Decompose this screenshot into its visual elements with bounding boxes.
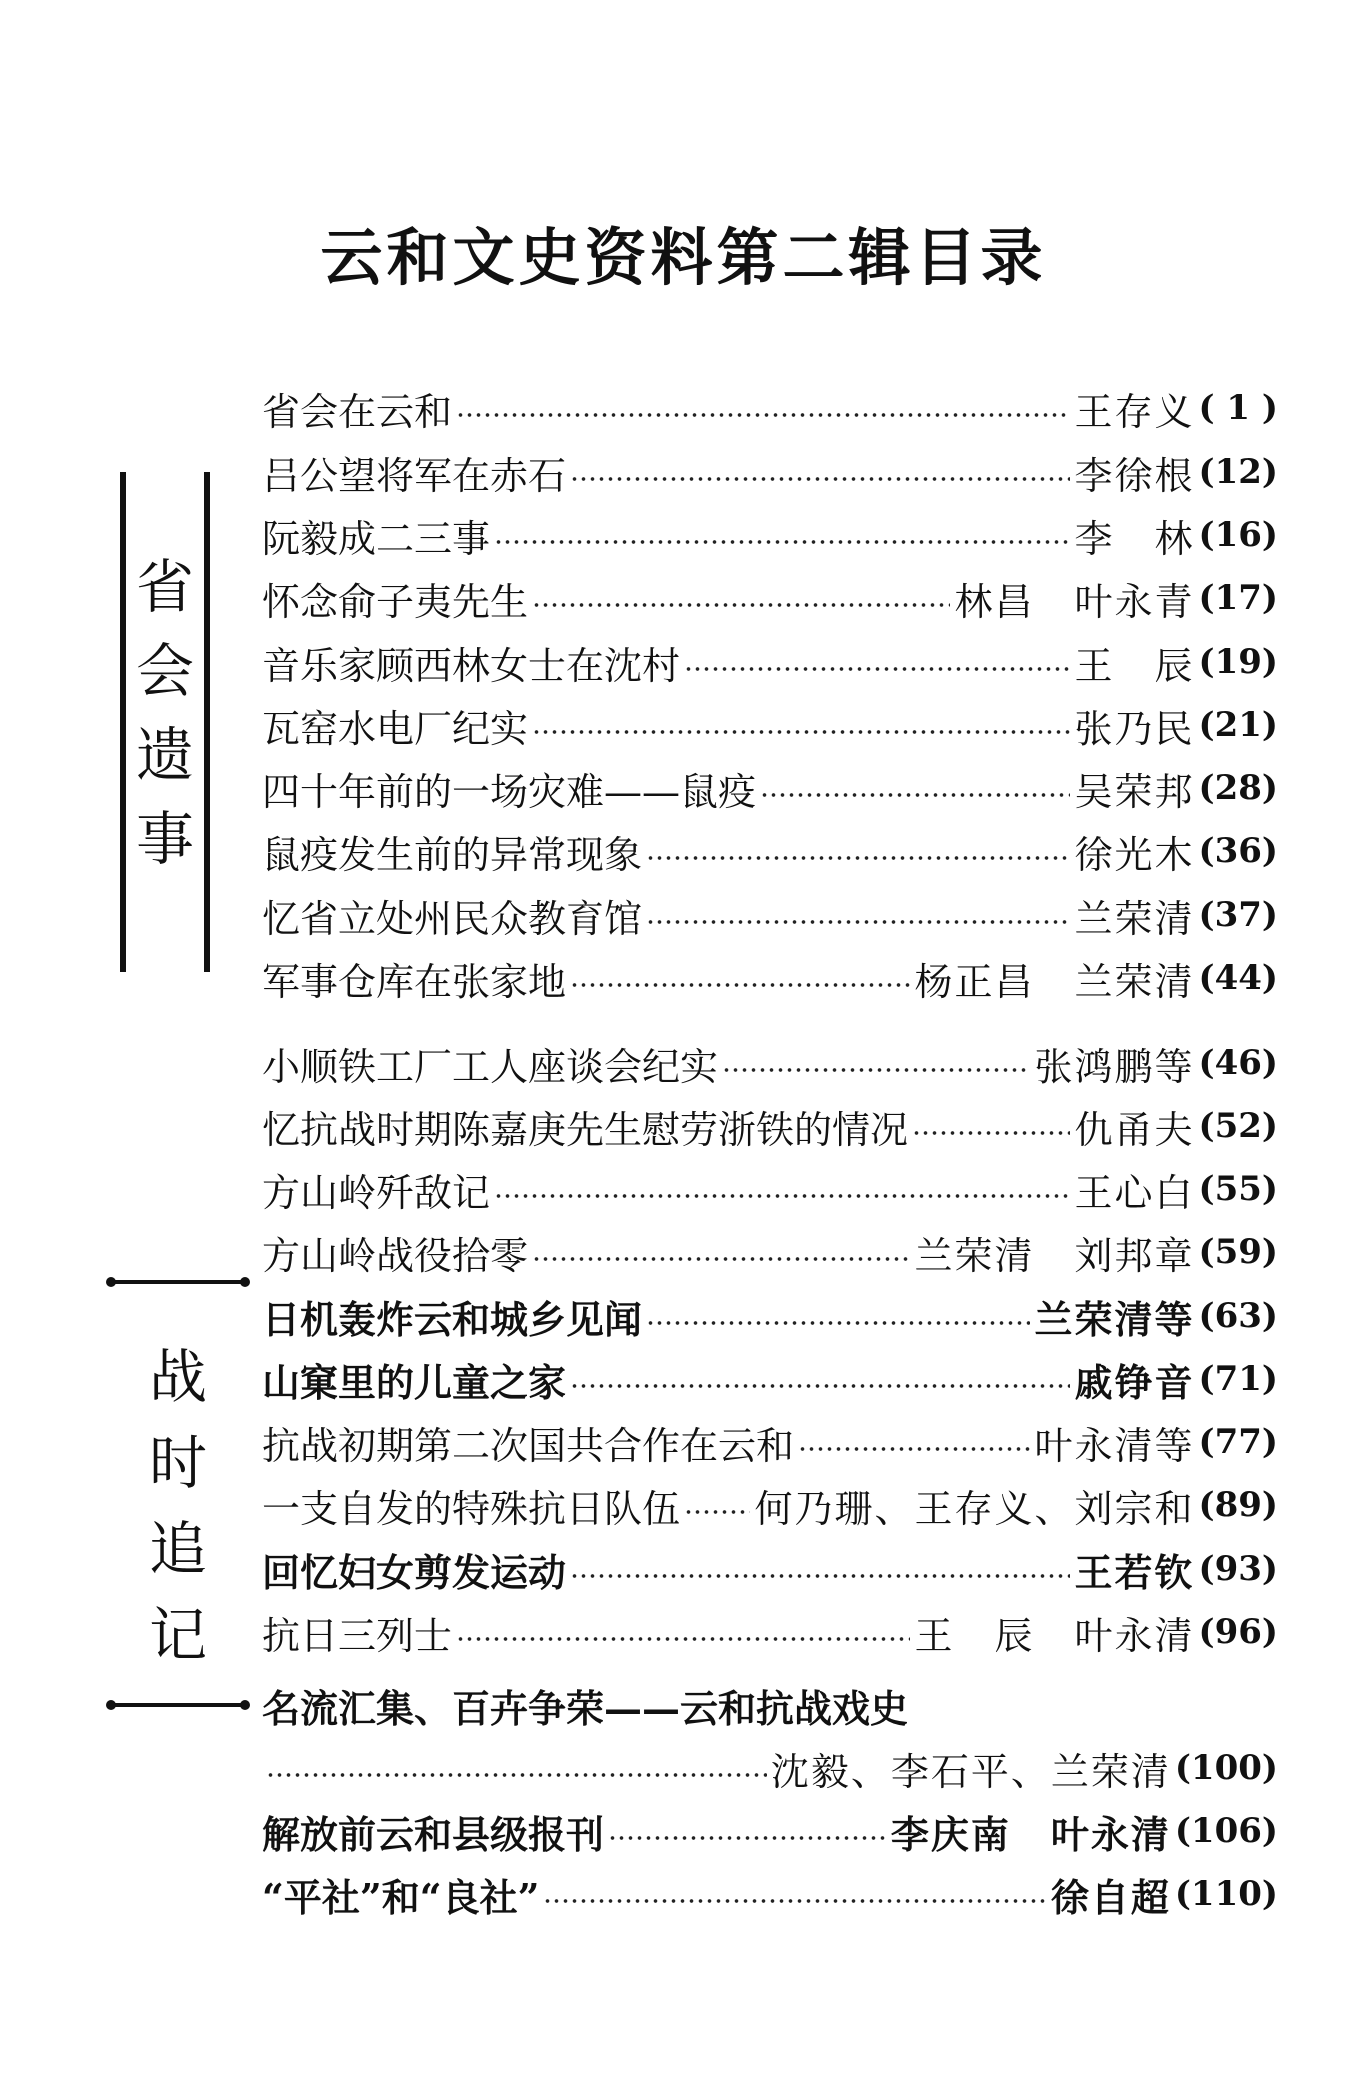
entry-page: (63) [1198,1296,1278,1336]
entry-title: 方山岭歼敌记 [262,1170,491,1215]
dot-leader [532,603,950,607]
entry-author: 李徐根 [1074,453,1195,498]
entry-page: (16) [1198,515,1278,555]
toc-entry[interactable] [262,695,1278,755]
entry-author: 杨正昌 兰荣清 [914,959,1195,1004]
entry-page: (37) [1198,895,1278,935]
toc-entry[interactable] [262,632,1278,692]
entry-page: (93) [1198,1549,1278,1589]
entry-title: 军事仓库在张家地 [262,959,567,1004]
section-char: 时 [148,1429,207,1497]
section-label-wartime [148,1334,208,1678]
dot-leader [684,667,1070,671]
dot-leader [494,1194,1070,1198]
entry-author: 戚铮音 [1074,1359,1195,1405]
dot-leader [760,793,1070,797]
section-char: 记 [148,1601,207,1669]
entry-author: 张鸿鹏等 [1034,1044,1195,1089]
entry-title: 怀念俞子夷先生 [262,579,529,624]
entry-page: (59) [1198,1232,1278,1272]
entry-title: 瓦窑水电厂纪实 [262,706,529,751]
entry-author: 兰荣清等 [1034,1296,1195,1342]
entry-author: 徐光木 [1074,832,1195,877]
dot-leader [646,856,1070,860]
toc-entry[interactable] [262,1349,1278,1409]
toc-entry[interactable] [262,758,1278,818]
entry-title: 小顺铁工厂工人座谈会纪实 [262,1044,719,1089]
entry-page: (77) [1198,1422,1278,1462]
dot-leader [570,1384,1070,1388]
section-char: 事 [135,805,194,873]
page-title: 云和文史资料第二辑目录 [320,221,1047,294]
section-char: 遗 [135,721,194,789]
entry-title: 省会在云和 [262,389,453,434]
entry-title: 鼠疫发生前的异常现象 [262,832,643,877]
entry-title: 山窠里的儿童之家 [262,1359,567,1405]
section-label-provincial [135,545,195,881]
entry-author: 何乃珊、王存义、刘宗和 [754,1486,1195,1531]
toc-entry[interactable] [262,568,1278,628]
entry-title: 解放前云和县级报刊 [262,1811,605,1857]
dot-leader [570,983,910,987]
dot-leader [532,1257,910,1261]
entry-author: 仇甬夫 [1074,1107,1195,1152]
section-char: 省 [135,553,194,621]
entry-author: 李 林 [1074,516,1195,561]
section-divider-top [108,1280,248,1284]
entry-author: 张乃民 [1074,706,1195,751]
dot-leader [722,1068,1030,1072]
section-divider-bottom [108,1703,248,1707]
toc-entry[interactable] [262,1096,1278,1156]
toc-entry[interactable] [262,1539,1278,1599]
section-char: 战 [148,1343,207,1411]
dot-leader [912,1131,1070,1135]
dot-leader [494,540,1070,544]
dot-leader [456,413,1070,417]
dot-leader [608,1836,887,1840]
entry-author: 王若钦 [1074,1549,1195,1595]
entry-title: 抗日三列士 [262,1613,453,1658]
entry-page: (52) [1198,1106,1278,1146]
dot-leader [798,1447,1030,1451]
toc-entry[interactable] [262,1475,1278,1535]
entry-title: 吕公望将军在赤石 [262,453,567,498]
dot-leader [266,1773,767,1777]
toc-entry[interactable] [262,1159,1278,1219]
toc-entry[interactable] [262,1675,1278,1735]
entry-title: 一支自发的特殊抗日队伍 [262,1486,681,1531]
entry-author: 王 辰 [1074,643,1195,688]
entry-page: (46) [1198,1043,1278,1083]
section-char: 会 [135,637,194,705]
section-bracket-left [120,472,126,972]
entry-author: 李庆南 叶永清 [890,1811,1171,1857]
entry-page: (55) [1198,1169,1278,1209]
toc-entry[interactable] [262,821,1278,881]
entry-author: 兰荣清 [1074,896,1195,941]
entry-page: (28) [1198,768,1278,808]
entry-title: 音乐家顾西林女士在沈村 [262,643,681,688]
entry-title: 回忆妇女剪发运动 [262,1549,567,1595]
dot-leader [684,1510,750,1514]
entry-page: (110) [1174,1874,1278,1914]
dot-leader [456,1637,910,1641]
entry-author: 王心白 [1074,1170,1195,1215]
toc-entry[interactable] [262,1286,1278,1346]
entry-title: 阮毅成二三事 [262,516,491,561]
dot-leader [543,1899,1046,1903]
entry-author: 叶永清等 [1034,1423,1195,1468]
entry-title: 方山岭战役拾零 [262,1233,529,1278]
toc-entry[interactable] [262,948,1278,1008]
entry-author: 林昌 叶永青 [954,579,1195,624]
entry-title: 忆抗战时期陈嘉庚先生慰劳浙铁的情况 [262,1107,909,1152]
entry-page: (100) [1174,1748,1278,1788]
entry-page: (106) [1174,1811,1278,1851]
entry-title: 四十年前的一场灾难——鼠疫 [262,769,757,814]
section-char: 追 [148,1515,207,1583]
entry-author: 沈毅、李石平、兰荣清 [770,1749,1171,1794]
toc-entry[interactable] [262,1864,1278,1924]
toc-entry[interactable] [262,378,1278,438]
entry-page: (19) [1198,642,1278,682]
toc-entry[interactable] [262,1222,1278,1282]
toc-entry[interactable] [262,1602,1278,1662]
toc-entry-continuation[interactable] [262,1738,1278,1798]
entry-title: 名流汇集、百卉争荣——云和抗战戏史 [262,1685,909,1731]
entry-page: ( 1 ) [1198,388,1278,428]
section-bracket-right [204,472,210,972]
toc-entry[interactable] [262,1801,1278,1861]
toc-entry[interactable] [262,885,1278,945]
entry-page: (12) [1198,452,1278,492]
entry-title: “平社”和“良社” [262,1874,540,1920]
entry-page: (44) [1198,958,1278,998]
dot-leader [532,730,1070,734]
entry-author: 王存义 [1074,389,1195,434]
toc-entry[interactable] [262,1412,1278,1472]
entry-page: (36) [1198,831,1278,871]
toc-entry[interactable] [262,1033,1278,1093]
dot-leader [570,477,1070,481]
entry-page: (17) [1198,578,1278,618]
dot-leader [646,1321,1030,1325]
entry-page: (89) [1198,1485,1278,1525]
entry-page: (96) [1198,1612,1278,1652]
entry-author: 吴荣邦 [1074,769,1195,814]
entry-title: 日机轰炸云和城乡见闻 [262,1296,643,1342]
dot-leader [646,920,1070,924]
entry-page: (21) [1198,705,1278,745]
entry-title: 忆省立处州民众教育馆 [262,896,643,941]
entry-author: 徐自超 [1050,1874,1171,1920]
entry-title: 抗战初期第二次国共合作在云和 [262,1423,795,1468]
entry-author: 兰荣清 刘邦章 [914,1233,1195,1278]
dot-leader [570,1574,1070,1578]
entry-page: (71) [1198,1359,1278,1399]
toc-entry[interactable] [262,442,1278,502]
entry-author: 王 辰 叶永清 [914,1613,1195,1658]
toc-entry[interactable] [262,505,1278,565]
